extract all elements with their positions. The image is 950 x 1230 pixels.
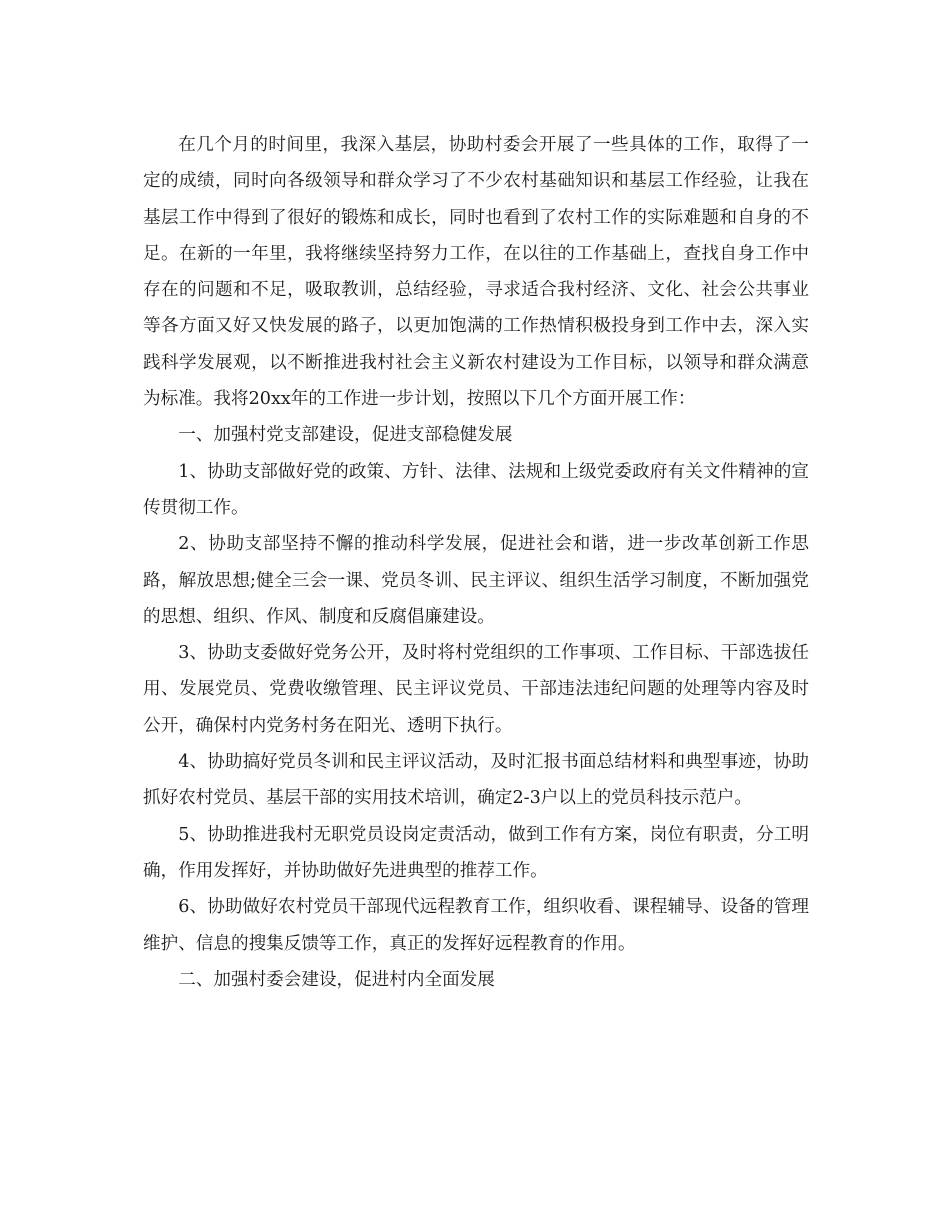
section-heading-1: 一、加强村党支部建设，促进支部稳健发展 [178,425,513,446]
intro-paragraph: 在几个月的时间里，我深入基层，协助村委会开展了一些具体的工作，取得了一定的成绩，同时向各级领导和群众学习了不少农村基础知识和基层工作经验，让我在基层工作中得到了很好的锻炼和成长，同时也看到了农村工作的实际难题和自身的不足。在新的一年里，我将继续坚持努力工作，在以往的工作基础上，查找自身工作中存在的问题和不足，吸取教训，总结经验，寻求适合我村经济、文化、社会公共事业等各方面又好又快发展的路子，以更加饱满的工作热情积极投身到工作中去，深入实践科学发展观，以不断推进我村社会主义新农村建设为工作目标，以领导和群众满意为标准。我将20xx年的工作进一步计划，按照以下几个方面开展工作： [143,135,809,410]
list-item-2: 2、协助支部坚持不懈的推动科学发展，促进社会和谐，进一步改革创新工作思路，解放思想;健全三会一课、党员冬训、民主评议、组织生活学习制度，不断加强党的思想、组织、作风、制度和反腐倡廉建设。 [143,534,809,627]
list-item-5: 5、协助推进我村无职党员设岗定责活动，做到工作有方案，岗位有职责，分工明确，作用发挥好，并协助做好先进典型的推荐工作。 [143,824,809,881]
list-item-6: 6、协助做好农村党员干部现代远程教育工作，组织收看、课程辅导、设备的管理维护、信息的搜集反馈等工作，真正的发挥好远程教育的作用。 [143,897,809,954]
list-item-3: 3、协助支委做好党务公开，及时将村党组织的工作事项、工作目标、干部选拔任用、发展党员、党费收缴管理、民主评议党员、干部违法违纪问题的处理等内容及时公开，确保村内党务村务在阳光、透明下执行。 [143,643,809,736]
list-item-1: 1、协助支部做好党的政策、方针、法律、法规和上级党委政府有关文件精神的宣传贯彻工作。 [143,461,809,518]
section-heading-2: 二、加强村委会建设，促进村内全面发展 [178,969,495,990]
document-body [143,127,809,998]
list-item-4: 4、协助搞好党员冬训和民主评议活动，及时汇报书面总结材料和典型事迹，协助抓好农村党员、基层干部的实用技术培训，确定2-3户以上的党员科技示范户。 [143,752,809,809]
